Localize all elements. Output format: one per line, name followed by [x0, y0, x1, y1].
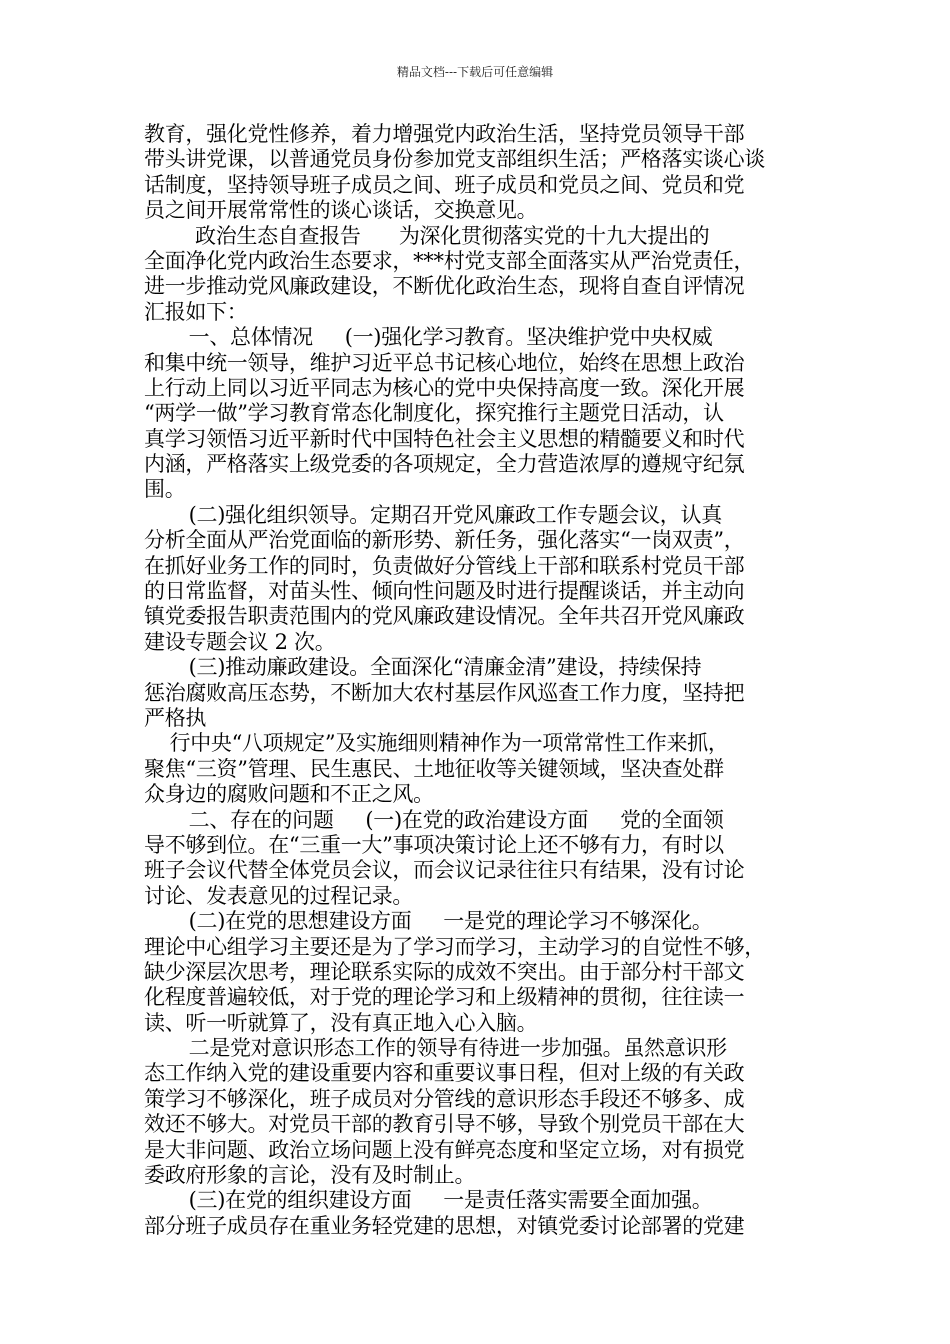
text-line: 严格执 — [144, 705, 207, 730]
text-line: 和集中统一领导，维护习近平总书记核心地位，始终在思想上政治 — [144, 350, 745, 375]
heading-line: (三)在党的组织建设方面 一是责任落实需要全面加强。 — [144, 1188, 713, 1213]
page-header: 精品文档---下载后可任意编辑 — [396, 65, 554, 79]
text-line: 态工作纳入党的建设重要内容和重要议事日程，但对上级的有关政 — [144, 1061, 745, 1086]
text-line: 理论中心组学习主要还是为了学习而学习，主动学习的自觉性不够， — [144, 934, 765, 959]
text-line: 行中央“八项规定”及实施细则精神作为一项常常性工作来抓， — [144, 731, 729, 756]
text-line: 建设专题会议 2 次。 — [144, 629, 336, 654]
text-line: 镇党委报告职责范围内的党风廉政建设情况。全年共召开党风廉政 — [144, 604, 745, 629]
text-line: 读、听一听就算了，没有真正地入心入脑。 — [144, 1010, 538, 1035]
text-line: 班子会议代替全体党员会议，而会议记录往往只有结果，没有讨论 — [144, 858, 745, 883]
text-line: 化程度普遍较低，对于党的理论学习和上级精神的贯彻，往往读一 — [144, 985, 745, 1010]
text-line: 围。 — [144, 477, 186, 502]
text-line: 部分班子成员存在重业务轻党建的思想，对镇党委讨论部署的党建 — [144, 1213, 745, 1238]
heading-line: (二)强化组织领导。定期召开党风廉政工作专题会议，认真 — [144, 502, 722, 527]
text-line: 缺少深层次思考，理论联系实际的成效不突出。由于部分村干部文 — [144, 959, 745, 984]
text-line: 委政府形象的言论，没有及时制止。 — [144, 1163, 476, 1188]
text-line: 教育，强化党性修养，着力增强党内政治生活，坚持党员领导干部 — [144, 122, 745, 146]
heading-line: 一、总体情况 (一)强化学习教育。坚决维护党中央权威 — [144, 325, 713, 350]
text-line: 是大非问题、政治立场问题上没有鲜亮态度和坚定立场，对有损党 — [144, 1137, 745, 1162]
text-line: 员之间开展常常性的谈心谈话，交换意见。 — [144, 198, 538, 223]
heading-line: (二)在党的思想建设方面 一是党的理论学习不够深化。 — [144, 909, 713, 934]
text-line: 上行动上同以习近平同志为核心的党中央保持高度一致。深化开展 — [144, 375, 745, 400]
text-line: 真学习领悟习近平新时代中国特色社会主义思想的精髓要义和时代 — [144, 426, 745, 451]
text-line: 内涵，严格落实上级党委的各项规定，全力营造浓厚的遵规守纪氛 — [144, 452, 745, 477]
text-line: 话制度，坚持领导班子成员之间、班子成员和党员之间、党员和党 — [144, 172, 745, 197]
text-line: 的日常监督，对苗头性、倾向性问题及时进行提醒谈话，并主动向 — [144, 579, 745, 604]
heading-line: 二、存在的问题 (一)在党的政治建设方面 党的全面领 — [144, 807, 724, 832]
text-line: 汇报如下： — [144, 299, 248, 324]
section-title-line: 政治生态自查报告 为深化贯彻落实党的十九大提出的 — [144, 223, 710, 248]
text-line: 导不够到位。在“三重一大”事项决策讨论上还不够有力，有时以 — [144, 832, 724, 857]
text-line: 全面净化党内政治生态要求，***村党支部全面落实从严治党责任， — [144, 248, 755, 273]
text-line: 在抓好业务工作的同时，负责做好分管线上干部和联系村党员干部 — [144, 553, 745, 578]
text-line: 效还不够大。对党员干部的教育引导不够，导致个别党员干部在大 — [144, 1112, 745, 1137]
text-line: 带头讲党课，以普通党员身份参加党支部组织生活；严格落实谈心谈 — [144, 147, 765, 172]
text-line: 惩治腐败高压态势，不断加大农村基层作风巡查工作力度，坚持把 — [144, 680, 745, 705]
text-line: 进一步推动党风廉政建设，不断优化政治生态，现将自查自评情况 — [144, 274, 745, 299]
text-line: 策学习不够深化，班子成员对分管线的意识形态手段还不够多、成 — [144, 1086, 745, 1111]
heading-line: (三)推动廉政建设。全面深化“清廉金清”建设，持续保持 — [144, 655, 702, 680]
text-line: 众身边的腐败问题和不正之风。 — [144, 782, 434, 807]
heading-line: 二是党对意识形态工作的领导有待进一步加强。虽然意识形 — [144, 1036, 727, 1061]
text-line: “两学一做”学习教育常态化制度化，探究推行主题党日活动，认 — [144, 401, 724, 426]
document-body — [144, 122, 808, 1239]
text-line: 聚焦“三资”管理、民生惠民、土地征收等关键领域，坚决查处群 — [144, 756, 724, 781]
text-line: 分析全面从严治党面临的新形势、新任务，强化落实“一岗双责”， — [144, 528, 745, 553]
text-line: 讨论、发表意见的过程记录。 — [144, 883, 414, 908]
